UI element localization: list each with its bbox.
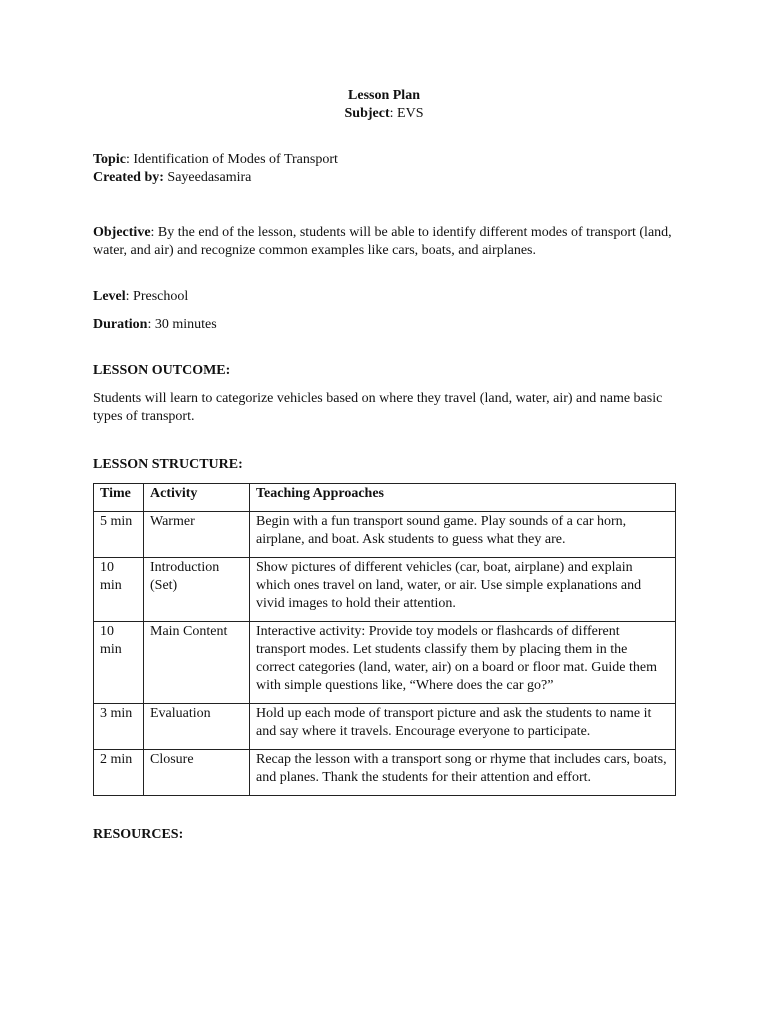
cell-time: 2 min [94, 750, 144, 796]
structure-heading: LESSON STRUCTURE: [93, 457, 243, 472]
objective-label: Objective [93, 225, 151, 240]
cell-activity: Warmer [144, 512, 250, 558]
header-activity: Activity [144, 484, 250, 512]
objective-paragraph [93, 224, 675, 260]
level-value: : Preschool [125, 289, 189, 304]
cell-activity: Evaluation [144, 704, 250, 750]
cell-activity: Main Content [144, 622, 250, 704]
objective-value: : By the end of the lesson, students will be able to identify different modes of transport (land, water, and air) and recognize common examples like cars, boats, and airplanes. [93, 225, 672, 258]
cell-approach: Hold up each mode of transport picture and ask the students to name it and say where it travels. Encourage everyone to participate. [250, 704, 676, 750]
topic-label: Topic [93, 152, 126, 167]
level-label: Level [93, 289, 126, 304]
resources-heading: RESOURCES: [93, 827, 184, 842]
doc-title: Lesson Plan [348, 88, 420, 103]
subject-line [93, 105, 675, 123]
cell-approach: Show pictures of different vehicles (car, boat, airplane) and explain which ones travel on land, water, or air. Use simple explanations and vivid images to hold their attention. [250, 558, 676, 622]
outcome-heading: LESSON OUTCOME: [93, 363, 231, 378]
topic-value: : Identification of Modes of Transport [125, 152, 338, 167]
duration-label: Duration [93, 317, 148, 332]
subject-value: : EVS [389, 106, 424, 121]
duration-value: : 30 minutes [147, 317, 217, 332]
cell-activity: Introduction (Set) [144, 558, 250, 622]
cell-time: 3 min [94, 704, 144, 750]
cell-time: 5 min [94, 512, 144, 558]
cell-approach: Recap the lesson with a transport song or rhyme that includes cars, boats, and planes. Thank the students for their attention and effort. [250, 750, 676, 796]
header-teaching-approaches: Teaching Approaches [250, 484, 676, 512]
cell-approach: Begin with a fun transport sound game. Play sounds of a car horn, airplane, and boat. Ask students to guess what they are. [250, 512, 676, 558]
cell-approach: Interactive activity: Provide toy models or flashcards of different transport modes. Let students classify them by placing them in the correct categories (land, water, air) on a board or floor mat. Guide them with simple questions like, “Where does the car go?” [250, 622, 676, 704]
table-row [94, 750, 676, 796]
created-line [93, 169, 675, 187]
table-row [94, 704, 676, 750]
table-header-row [94, 484, 676, 512]
cell-time: 10 min [94, 558, 144, 622]
cell-activity: Closure [144, 750, 250, 796]
document-page [93, 87, 675, 844]
created-label: Created by: [93, 170, 164, 185]
topic-line [93, 151, 675, 169]
created-value: Sayeedasamira [163, 170, 252, 185]
table-row [94, 622, 676, 704]
level-line [93, 288, 675, 306]
outcome-text: Students will learn to categorize vehicles based on where they travel (land, water, air) and name basic types of transport. [93, 391, 663, 424]
header-time: Time [94, 484, 144, 512]
table-row [94, 558, 676, 622]
cell-time: 10 min [94, 622, 144, 704]
subject-label: Subject [344, 106, 390, 121]
table-row [94, 512, 676, 558]
lesson-structure-table [93, 483, 676, 796]
duration-line [93, 316, 675, 334]
